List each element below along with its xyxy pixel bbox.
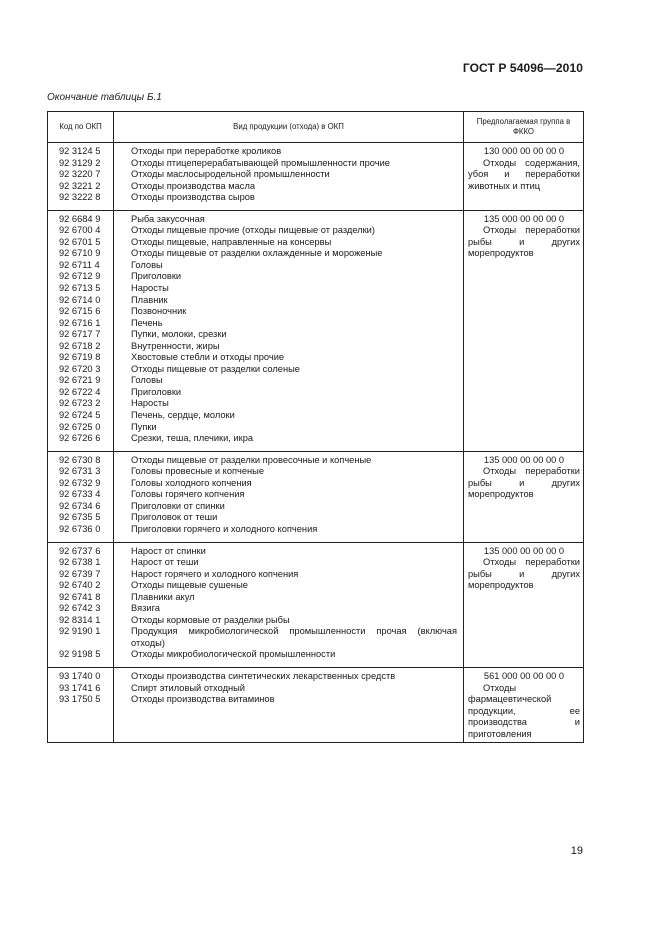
table-section — [48, 667, 584, 742]
product-names-cell — [114, 451, 464, 542]
okp-code: 92 6734 6 — [59, 500, 101, 511]
product-name: Отходы пищевые прочие (отходы пищевые от разделки) — [131, 225, 375, 236]
fkko-group-cell — [464, 143, 584, 211]
product-name: Нарост от теши — [131, 557, 199, 568]
product-name: Нарост горячего и холодного копчения — [131, 568, 299, 579]
product-name: Позвоночник — [131, 306, 187, 317]
fkko-group-description: Отходы переработки рыбы и других морепродуктов — [468, 225, 580, 259]
okp-code: 93 1750 5 — [59, 694, 101, 705]
document-code: ГОСТ Р 54096—2010 — [462, 61, 583, 75]
page-number: 19 — [570, 845, 583, 857]
product-name: Нарост от спинки — [131, 545, 206, 556]
product-name: Отходы производства витаминов — [131, 694, 275, 705]
fkko-group-code: 135 000 00 00 00 0 — [483, 545, 565, 556]
product-name: Отходы производства масла — [131, 180, 256, 191]
product-name: Головы холодного копчения — [131, 477, 252, 488]
product-name: Приголовки от спинки — [131, 500, 225, 511]
table-header-row — [48, 112, 584, 143]
product-names-cell — [114, 143, 464, 211]
okp-code: 92 6684 9 — [59, 213, 101, 224]
okp-codes-cell — [48, 542, 114, 667]
product-names-cell — [114, 542, 464, 667]
okp-code: 93 1741 6 — [59, 682, 101, 693]
product-name: Отходы пищевые от разделки соленые — [131, 363, 300, 374]
okp-code: 92 6717 7 — [59, 329, 101, 340]
okp-code: 92 6722 4 — [59, 386, 101, 397]
okp-code: 92 6736 0 — [59, 523, 101, 534]
okp-code: 92 6739 7 — [59, 568, 101, 579]
product-name: Плавники акул — [131, 591, 195, 602]
fkko-group-description: Отходы содержания, убоя и переработки животных и птиц — [468, 157, 580, 191]
fkko-group-description: Отходы переработки рыбы и других морепродуктов — [468, 557, 580, 591]
okp-code: 92 6716 1 — [59, 317, 101, 328]
product-names-cell — [114, 667, 464, 742]
okp-code: 92 6724 5 — [59, 410, 101, 421]
column-header-okp-code: Код по ОКП — [48, 112, 114, 143]
okp-code: 92 6732 9 — [59, 477, 101, 488]
product-name: Головы горячего копчения — [131, 489, 245, 500]
table-section — [48, 143, 584, 211]
okp-code: 92 6710 9 — [59, 248, 101, 259]
okp-table — [47, 111, 584, 743]
fkko-group-cell — [464, 451, 584, 542]
product-name: Отходы производства сыров — [131, 192, 255, 203]
product-name: Приголовки горячего и холодного копчения — [131, 523, 318, 534]
okp-code: 92 6714 0 — [59, 294, 101, 305]
product-name: Отходы производства синтетических лекарственных средств — [131, 670, 396, 681]
fkko-group-code: 130 000 00 00 00 0 — [483, 146, 565, 156]
product-name: Отходы пищевые, направленные на консервы — [131, 236, 332, 247]
okp-code: 92 9190 1 — [59, 626, 101, 637]
okp-codes-cell — [48, 210, 114, 451]
product-name: Отходы при переработке кроликов — [131, 146, 282, 156]
product-name: Приголовки — [131, 386, 182, 397]
okp-code: 92 6720 3 — [59, 363, 101, 374]
product-name: Отходы пищевые от разделки охлажденные и мороженые — [131, 248, 383, 259]
okp-code: 92 3124 5 — [59, 146, 101, 156]
product-name: Печень — [131, 317, 163, 328]
okp-code: 92 8314 1 — [59, 614, 101, 625]
okp-code: 92 6726 6 — [59, 433, 101, 444]
okp-code: 92 9198 5 — [59, 649, 101, 660]
table-caption: Окончание таблицы Б.1 — [47, 92, 162, 103]
table-section — [48, 542, 584, 667]
okp-code: 92 6715 6 — [59, 306, 101, 317]
okp-code: 92 6742 3 — [59, 603, 101, 614]
okp-code: 92 6713 5 — [59, 283, 101, 294]
product-names-cell — [114, 210, 464, 451]
okp-code: 92 6741 8 — [59, 591, 101, 602]
okp-code: 92 6738 1 — [59, 557, 101, 568]
okp-code: 93 1740 0 — [59, 670, 101, 681]
product-name: Плавник — [131, 294, 168, 305]
okp-code: 92 3222 8 — [59, 192, 101, 203]
table-section — [48, 451, 584, 542]
product-name: Печень, сердце, молоки — [131, 410, 235, 421]
okp-code: 92 6733 4 — [59, 489, 101, 500]
product-name: Головы провесные и копченые — [131, 466, 265, 477]
okp-code: 92 6700 4 — [59, 225, 101, 236]
product-name: Пупки, молоки, срезки — [131, 329, 227, 340]
okp-code: 92 6723 2 — [59, 398, 101, 409]
okp-code: 92 6730 8 — [59, 454, 101, 465]
product-name: Отходы маслосыродельной промышленности — [131, 169, 330, 180]
okp-code: 92 6731 3 — [59, 466, 101, 477]
product-name: Головы — [131, 259, 163, 270]
fkko-group-cell — [464, 542, 584, 667]
fkko-group-description: Отходы переработки рыбы и других морепродуктов — [468, 466, 580, 500]
product-name: Отходы кормовые от разделки рыбы — [131, 614, 290, 625]
okp-code: 92 6740 2 — [59, 580, 101, 591]
fkko-group-cell — [464, 210, 584, 451]
okp-code: 92 6737 6 — [59, 545, 101, 556]
okp-codes-cell — [48, 667, 114, 742]
okp-code: 92 3129 2 — [59, 157, 101, 168]
product-name: Рыба закусочная — [131, 213, 205, 224]
table-section — [48, 210, 584, 451]
product-name: Наросты — [131, 283, 169, 294]
product-name: Отходы пищевые сушеные — [131, 580, 248, 591]
fkko-group-cell — [464, 667, 584, 742]
product-name: Продукция микробиологической промышленности прочая (включая отходы) — [131, 626, 457, 648]
product-name: Внутренности, жиры — [131, 340, 220, 351]
fkko-group-code: 135 000 00 00 00 0 — [483, 454, 565, 465]
okp-codes-cell — [48, 143, 114, 211]
column-header-fkko-group: Предполагаемая группа в ФККО — [464, 112, 584, 143]
product-name: Наросты — [131, 398, 169, 409]
column-header-product-type: Вид продукции (отхода) в ОКП — [114, 112, 464, 143]
okp-code: 92 6718 2 — [59, 340, 101, 351]
product-name: Отходы птицеперерабатывающей промышленности прочие — [131, 157, 390, 168]
product-name: Приголовок от теши — [131, 512, 218, 523]
okp-code: 92 6711 4 — [59, 259, 100, 270]
okp-codes-cell — [48, 451, 114, 542]
product-name: Спирт этиловый отходный — [131, 682, 246, 693]
product-name: Отходы микробиологической промышленности — [131, 649, 336, 660]
okp-code: 92 3221 2 — [59, 180, 101, 191]
okp-code: 92 6719 8 — [59, 352, 101, 363]
okp-code: 92 3220 7 — [59, 169, 101, 180]
okp-code: 92 6725 0 — [59, 421, 101, 432]
okp-code: 92 6721 9 — [59, 375, 101, 386]
fkko-group-description: Отходы фармацевтической продукции, ее производства и приготовления — [468, 682, 580, 739]
product-name: Срезки, теша, плечики, икра — [131, 433, 254, 444]
product-name: Пупки — [131, 421, 157, 432]
product-name: Головы — [131, 375, 163, 386]
fkko-group-code: 135 000 00 00 00 0 — [483, 213, 565, 224]
fkko-group-code: 561 000 00 00 00 0 — [483, 670, 565, 681]
product-name: Вязига — [131, 603, 160, 614]
product-name: Хвостовые стебли и отходы прочие — [131, 352, 285, 363]
okp-code-spacer — [59, 638, 111, 650]
okp-code: 92 6701 5 — [59, 236, 101, 247]
product-name: Отходы пищевые от разделки провесочные и копченые — [131, 454, 372, 465]
okp-code: 92 6712 9 — [59, 271, 101, 282]
product-name: Приголовки — [131, 271, 182, 282]
okp-code: 92 6735 5 — [59, 512, 101, 523]
